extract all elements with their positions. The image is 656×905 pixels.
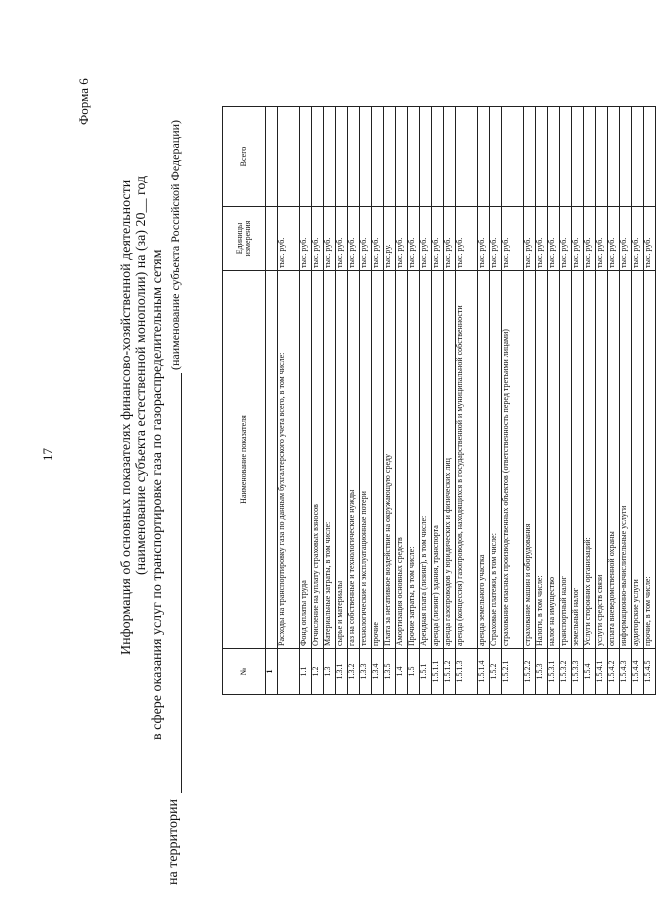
row-total-cell — [324, 107, 336, 207]
row-number-cell: 1.3.4 — [372, 649, 384, 695]
table-header-row — [223, 107, 266, 695]
table-row — [560, 107, 572, 695]
row-number-cell: 1.3.1 — [336, 649, 348, 695]
territory-underline — [181, 373, 182, 793]
row-total-cell — [490, 107, 502, 207]
row-total-cell — [420, 107, 432, 207]
row-total-cell — [384, 107, 396, 207]
row-name-cell: аудиторские услуги — [632, 271, 644, 649]
row-number-cell: 1.5.2.1 — [502, 649, 524, 695]
row-total-cell — [408, 107, 420, 207]
row-unit-cell: тыс. руб. — [584, 207, 596, 271]
row-number-cell — [278, 649, 300, 695]
row-total-cell — [396, 107, 408, 207]
row-number-cell: 1.4 — [396, 649, 408, 695]
row-total-cell — [560, 107, 572, 207]
row-total-cell — [360, 107, 372, 207]
row-unit-cell: тыс. руб. — [278, 207, 300, 271]
row-unit-cell: тыс. руб. — [300, 207, 312, 271]
row-unit-cell: тыс.ру. — [384, 207, 396, 271]
table-row — [348, 107, 360, 695]
row-name-cell: Арендная плата (лизинг), в том числе: — [420, 271, 432, 649]
row-total-cell — [572, 107, 584, 207]
table-row — [548, 107, 560, 695]
row-unit-cell: тыс. руб. — [620, 207, 632, 271]
row-name-cell: страхование опасных производственных объектов (ответственность перед третьими лицами) — [502, 271, 524, 649]
column-header-total: Всего — [223, 107, 266, 207]
row-name-cell: прочие, в том числе: — [644, 271, 656, 649]
row-number-cell: 1.5.1 — [420, 649, 432, 695]
table-row — [372, 107, 384, 695]
row-name-cell: Прочие затраты, в том числе: — [408, 271, 420, 649]
row-total-cell — [278, 107, 300, 207]
row-unit-cell: тыс. руб. — [324, 207, 336, 271]
row-total-cell — [312, 107, 324, 207]
row-number-cell: 1.5.3.3 — [572, 649, 584, 695]
table-row — [644, 107, 656, 695]
table-row — [384, 107, 396, 695]
row-total-cell — [548, 107, 560, 207]
row-unit-cell: тыс. руб. — [432, 207, 444, 271]
table-row — [324, 107, 336, 695]
page-number: 17 — [40, 448, 55, 461]
row-number-cell: 1.5.2 — [490, 649, 502, 695]
row-total-cell — [336, 107, 348, 207]
table-row — [278, 107, 300, 695]
row-total-cell — [608, 107, 620, 207]
row-number-cell: 1.2 — [312, 649, 324, 695]
territory-caption: (наименование субъекта Российской Федерации) — [168, 119, 182, 370]
table-row — [478, 107, 490, 695]
row-number-cell: 1.5.4.4 — [632, 649, 644, 695]
row-number-cell: 1.5.1.4 — [478, 649, 490, 695]
form-label: Форма 6 — [76, 78, 91, 125]
row-unit-cell: тыс. руб. — [420, 207, 432, 271]
column-number-cell — [266, 107, 278, 207]
indicators-table — [222, 106, 656, 695]
row-name-cell: аренда земельного участка — [478, 271, 490, 649]
row-total-cell — [372, 107, 384, 207]
row-name-cell: Материальные затраты, в том числе: — [324, 271, 336, 649]
row-number-cell: 1.1 — [300, 649, 312, 695]
row-name-cell: аренда (лизинг) здания, транспорта — [432, 271, 444, 649]
column-number-cell — [266, 271, 278, 649]
row-unit-cell: тыс. руб. — [560, 207, 572, 271]
row-total-cell — [620, 107, 632, 207]
row-total-cell — [524, 107, 536, 207]
table-row — [360, 107, 372, 695]
row-unit-cell: тыс. руб. — [372, 207, 384, 271]
row-total-cell — [632, 107, 644, 207]
row-unit-cell: тыс. руб. — [632, 207, 644, 271]
row-unit-cell: тыс. руб. — [348, 207, 360, 271]
table-row — [456, 107, 478, 695]
row-number-cell: 1.5.3.2 — [560, 649, 572, 695]
row-total-cell — [502, 107, 524, 207]
row-unit-cell: тыс. руб. — [644, 207, 656, 271]
row-name-cell: оплата вневедомственной охраны — [608, 271, 620, 649]
service-sphere-line: в сфере оказания услуг по транспортировке газа по газораспределительным сетям — [150, 249, 165, 740]
row-unit-cell: тыс. руб. — [336, 207, 348, 271]
row-unit-cell: тыс. руб. — [456, 207, 478, 271]
row-name-cell: Отчисление на уплату страховых взносов — [312, 271, 324, 649]
row-number-cell: 1.5.4.2 — [608, 649, 620, 695]
table-row — [490, 107, 502, 695]
row-unit-cell: тыс. руб. — [608, 207, 620, 271]
document-title: Информация об основных показателях финансово-хозяйственной деятельности — [119, 179, 134, 655]
row-unit-cell: тыс. руб. — [396, 207, 408, 271]
territory-label: на территории — [166, 799, 181, 885]
row-number-cell: 1.5.4 — [584, 649, 596, 695]
row-name-cell: прочие — [372, 271, 384, 649]
row-name-cell: Страховые платежи, в том числе: — [490, 271, 502, 649]
row-total-cell — [644, 107, 656, 207]
row-name-cell: Амортизация основных средств — [396, 271, 408, 649]
table-row — [432, 107, 444, 695]
row-unit-cell: тыс. руб. — [572, 207, 584, 271]
table-row — [584, 107, 596, 695]
row-number-cell: 1.5.1.3 — [456, 649, 478, 695]
row-unit-cell: тыс. руб. — [596, 207, 608, 271]
row-name-cell: аренда газопроводов у юридических и физических лиц — [444, 271, 456, 649]
table-row — [572, 107, 584, 695]
row-unit-cell: тыс. руб. — [478, 207, 490, 271]
row-number-cell: 1.3.3 — [360, 649, 372, 695]
column-header-unit: Единицы измерения — [223, 207, 266, 271]
table-row — [444, 107, 456, 695]
row-number-cell: 1.5 — [408, 649, 420, 695]
row-total-cell — [456, 107, 478, 207]
row-unit-cell: тыс. руб. — [408, 207, 420, 271]
row-number-cell: 1.5.4.5 — [644, 649, 656, 695]
row-number-cell: 1.3.5 — [384, 649, 396, 695]
row-name-cell: газ на собственные и технологические нужды — [348, 271, 360, 649]
row-unit-cell: тыс. руб. — [444, 207, 456, 271]
table-row — [336, 107, 348, 695]
row-unit-cell: тыс. руб. — [490, 207, 502, 271]
row-number-cell: 1.5.1.1 — [432, 649, 444, 695]
row-total-cell — [300, 107, 312, 207]
table-row — [300, 107, 312, 695]
table-row — [502, 107, 524, 695]
row-number-cell: 1.5.4.1 — [596, 649, 608, 695]
table-row — [420, 107, 432, 695]
row-total-cell — [348, 107, 360, 207]
column-number-cell — [266, 207, 278, 271]
column-numbering-row — [266, 107, 278, 695]
monopoly-name-caption: (наименование субъекта естественной монополии) на (за) 20__ год — [134, 175, 149, 575]
column-header-name: Наименование показателя — [223, 271, 266, 649]
table-row — [312, 107, 324, 695]
row-number-cell: 1.3 — [324, 649, 336, 695]
row-name-cell: сырье и материалы — [336, 271, 348, 649]
row-name-cell: услуги средств связи — [596, 271, 608, 649]
row-unit-cell: тыс. руб. — [548, 207, 560, 271]
row-unit-cell: тыс. руб. — [536, 207, 548, 271]
row-name-cell: Услуги сторонних организаций: — [584, 271, 596, 649]
table-row — [524, 107, 536, 695]
table-row — [632, 107, 644, 695]
row-name-cell: земельный налог — [572, 271, 584, 649]
row-number-cell: 1.5.4.3 — [620, 649, 632, 695]
table-row — [620, 107, 632, 695]
table-row — [608, 107, 620, 695]
row-name-cell: Плата за негативное воздействие на окружающую среду — [384, 271, 396, 649]
row-total-cell — [432, 107, 444, 207]
row-total-cell — [444, 107, 456, 207]
row-total-cell — [536, 107, 548, 207]
table-row — [536, 107, 548, 695]
row-name-cell: технологические и эксплуатационные потери — [360, 271, 372, 649]
row-name-cell: налог на имущество — [548, 271, 560, 649]
row-name-cell: Фонд оплаты труда — [300, 271, 312, 649]
row-unit-cell: тыс. руб. — [312, 207, 324, 271]
row-name-cell: аренда (концессия) газопроводов, находящихся в государственной и муниципальной собственности — [456, 271, 478, 649]
row-name-cell: страхование машин и оборудования — [524, 271, 536, 649]
row-unit-cell: тыс. руб. — [502, 207, 524, 271]
table-row — [396, 107, 408, 695]
column-header-number: № — [223, 649, 266, 695]
row-total-cell — [584, 107, 596, 207]
row-unit-cell: тыс. руб. — [360, 207, 372, 271]
row-name-cell: транспортный налог — [560, 271, 572, 649]
row-total-cell — [596, 107, 608, 207]
row-unit-cell: тыс. руб. — [524, 207, 536, 271]
row-number-cell: 1.5.2.2 — [524, 649, 536, 695]
row-name-cell: Расходы на транспортировку газа по данным бухгалтерского учета всего, в том числе: — [278, 271, 300, 649]
row-name-cell: информационно-вычислительные услуги — [620, 271, 632, 649]
table-row — [408, 107, 420, 695]
table-row — [596, 107, 608, 695]
row-number-cell: 1.3.2 — [348, 649, 360, 695]
row-number-cell: 1.5.3.1 — [548, 649, 560, 695]
row-name-cell: Налоги, в том числе: — [536, 271, 548, 649]
row-number-cell: 1.5.1.2 — [444, 649, 456, 695]
row-number-cell: 1.5.3 — [536, 649, 548, 695]
row-total-cell — [478, 107, 490, 207]
column-number-cell: 1 — [266, 649, 278, 695]
